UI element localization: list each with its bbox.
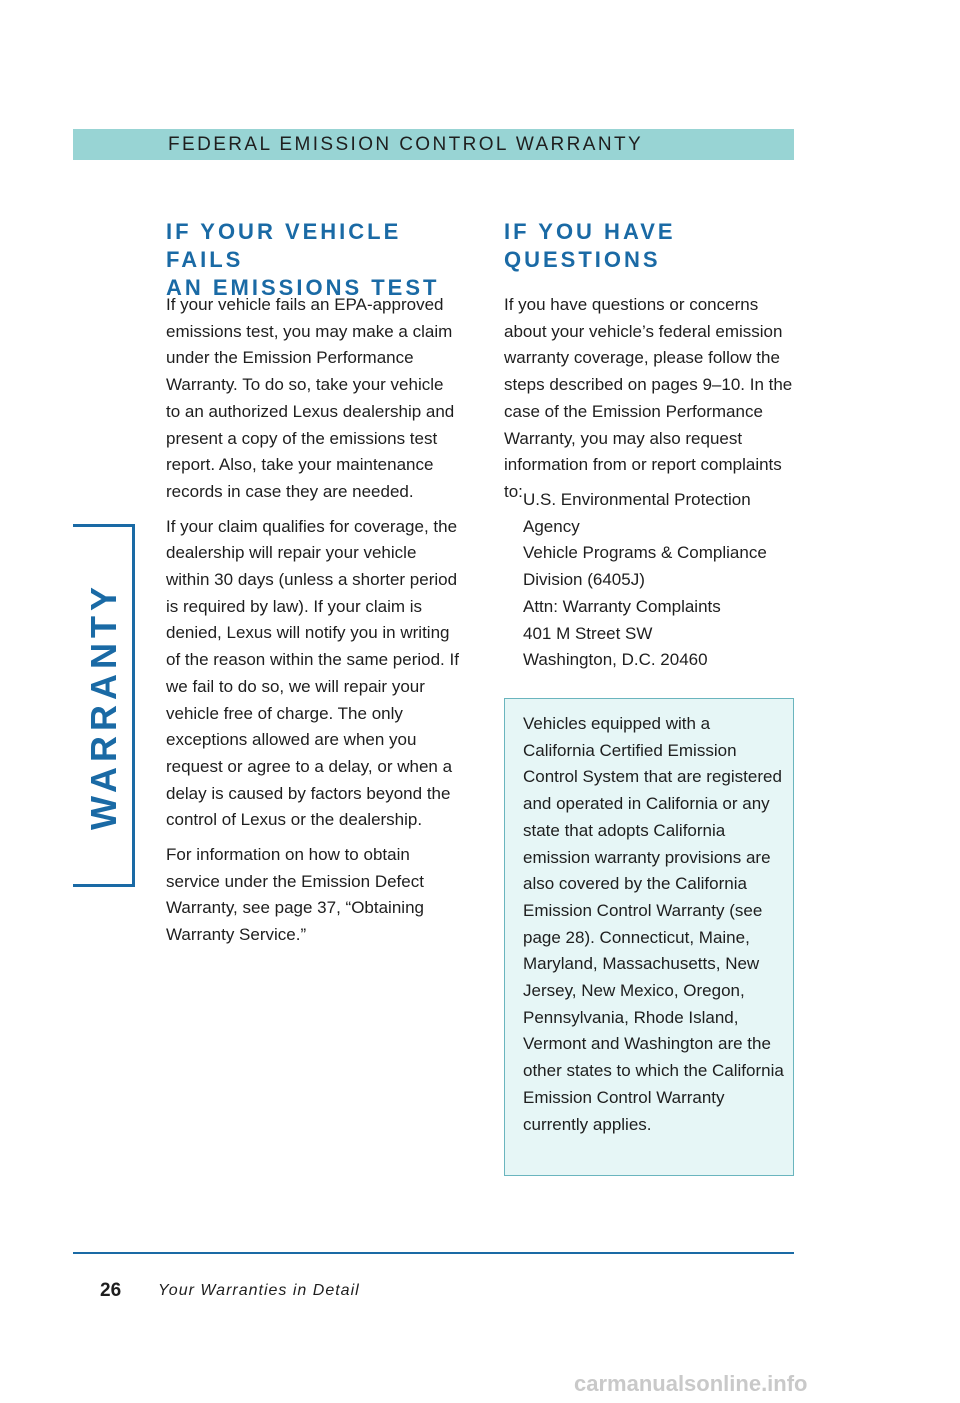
address-line: Agency: [523, 516, 580, 536]
footer-title: Your Warranties in Detail: [158, 1282, 360, 1299]
address-line: U.S. Environmental Protection: [523, 490, 751, 509]
watermark: carmanualsonline.info: [574, 1371, 808, 1396]
address-line: Washington, D.C. 20460: [523, 650, 708, 670]
right-intro: If you have questions or concerns about your vehicle’s federal emission warranty coverage, please follow the steps described on pages 9–10. In the case of the Emission Performance Warranty, you may also request information from or report complaints to:: [504, 295, 793, 501]
address-line: Division (6405J): [523, 570, 645, 590]
left-paragraph: If your vehicle fails an EPA-approved emissions test, you may make a claim under the Emission Performance Warranty. To do so, take your vehicle to an authorized Lexus dealership and present a copy of the emissions test report. Also, take your maintenance records in case they are needed.: [166, 295, 455, 501]
california-note-box: [504, 698, 794, 1176]
section-title: FEDERAL EMISSION CONTROL WARRANTY: [168, 134, 644, 155]
left-paragraph: For information on how to obtain service under the Emission Defect Warranty, see page 37, “Obtaining Warranty Service.”: [166, 845, 424, 945]
address-line: Attn: Warranty Complaints: [523, 596, 721, 616]
left-body: [166, 292, 462, 957]
footer-rule: [73, 1252, 794, 1254]
side-tab: [80, 524, 128, 887]
address-line: 401 M Street SW: [523, 623, 653, 643]
address-line: Vehicle Programs & Compliance: [523, 543, 767, 563]
right-heading: IF YOU HAVE QUESTIONS: [504, 219, 676, 272]
page-number: 26: [100, 1280, 122, 1301]
left-heading: IF YOUR VEHICLE FAILS AN EMISSIONS TEST: [166, 219, 440, 300]
epa-address: [523, 487, 793, 674]
california-note-text: Vehicles equipped with a California Certified Emission Control System that are registered and operated in California or any state that adopts California emission warranty provisions are also covered by the California Emission Control Warranty (see page 28). Connecticut, Maine, Maryland, Massachusetts, New Jersey, New Mexico, Oregon, Pennsylvania, Rhode Island, Vermont and Washington are the other states to which the California Emission Control Warranty currently applies.: [523, 714, 784, 1134]
side-tab-label: WARRANTY: [83, 581, 125, 830]
section-banner: [73, 129, 794, 160]
left-paragraph: If your claim qualifies for coverage, the dealership will repair your vehicle within 30 days (unless a shorter period is required by law). If your claim is denied, Lexus will notify you in writing of the reason within the same period. If we fail to do so, we will repair your vehicle free of charge. The only exceptions allowed are when you request or agree to a delay, or when a delay is caused by factors beyond the control of Lexus or the dealership.: [166, 516, 459, 830]
